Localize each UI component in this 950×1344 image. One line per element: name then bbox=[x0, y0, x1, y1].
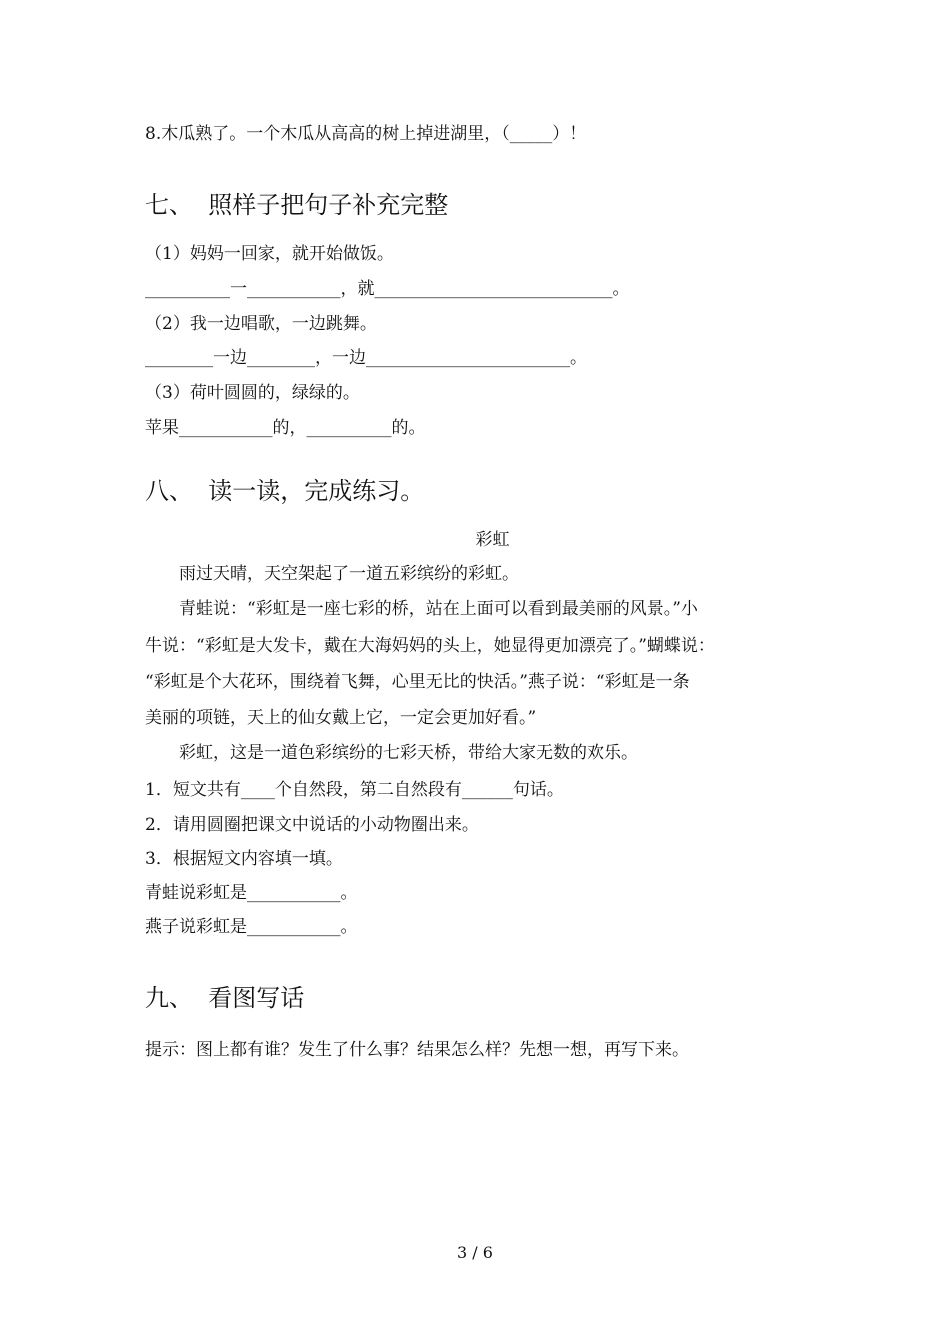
passage-paragraph-2-line-3: “彩虹是个大花环，围绕着飞舞，心里无比的快活。”燕子说：“彩虹是一条 bbox=[145, 672, 690, 692]
section-8-heading: 八、 读一读，完成练习。 bbox=[145, 477, 425, 505]
section-7-heading: 七、 照样子把句子补充完整 bbox=[145, 191, 449, 219]
example-sentence-2: （2）我一边唱歌，一边跳舞。 bbox=[145, 314, 377, 334]
passage-paragraph-1: 雨过天晴，天空架起了一道五彩缤纷的彩虹。 bbox=[179, 564, 519, 584]
passage-paragraph-2-line-1: 青蛙说：“彩虹是一座七彩的桥，站在上面可以看到最美丽的风景。”小 bbox=[179, 599, 698, 619]
passage-paragraph-2-line-4: 美丽的项链，天上的仙女戴上它，一定会更加好看。” bbox=[145, 708, 537, 728]
passage-title: 彩虹 bbox=[475, 530, 510, 550]
frog-answer-blank: 青蛙说彩虹是___________。 bbox=[145, 883, 358, 903]
question-1: 1．短文共有____个自然段，第二自然段有______句话。 bbox=[145, 780, 564, 800]
passage-paragraph-3: 彩虹，这是一道色彩缤纷的七彩天桥，带给大家无数的欢乐。 bbox=[179, 743, 638, 763]
fill-blank-2: ________一边________，一边________________________。 bbox=[145, 348, 587, 368]
swallow-answer-blank: 燕子说彩虹是___________。 bbox=[145, 917, 358, 937]
fill-blank-1: __________一___________，就____________________________。 bbox=[145, 279, 630, 299]
passage-paragraph-2-line-2: 牛说：“彩虹是大发卡，戴在大海妈妈的头上，她显得更加漂亮了。”蝴蝶说： bbox=[145, 636, 715, 656]
fill-blank-3: 苹果___________的，__________的。 bbox=[145, 418, 426, 438]
question-3: 3．根据短文内容填一填。 bbox=[145, 849, 343, 869]
example-sentence-1: （1）妈妈一回家，就开始做饭。 bbox=[145, 244, 394, 264]
question-2: 2．请用圆圈把课文中说话的小动物圈出来。 bbox=[145, 815, 479, 835]
writing-hint: 提示：图上都有谁？发生了什么事？结果怎么样？先想一想，再写下来。 bbox=[145, 1040, 689, 1060]
question-8: 8.木瓜熟了。一个木瓜从高高的树上掉进湖里，（_____）！ bbox=[145, 124, 587, 144]
section-9-heading: 九、 看图写话 bbox=[145, 984, 305, 1012]
example-sentence-3: （3）荷叶圆圆的，绿绿的。 bbox=[145, 383, 360, 403]
page-number: 3 / 6 bbox=[457, 1243, 493, 1262]
